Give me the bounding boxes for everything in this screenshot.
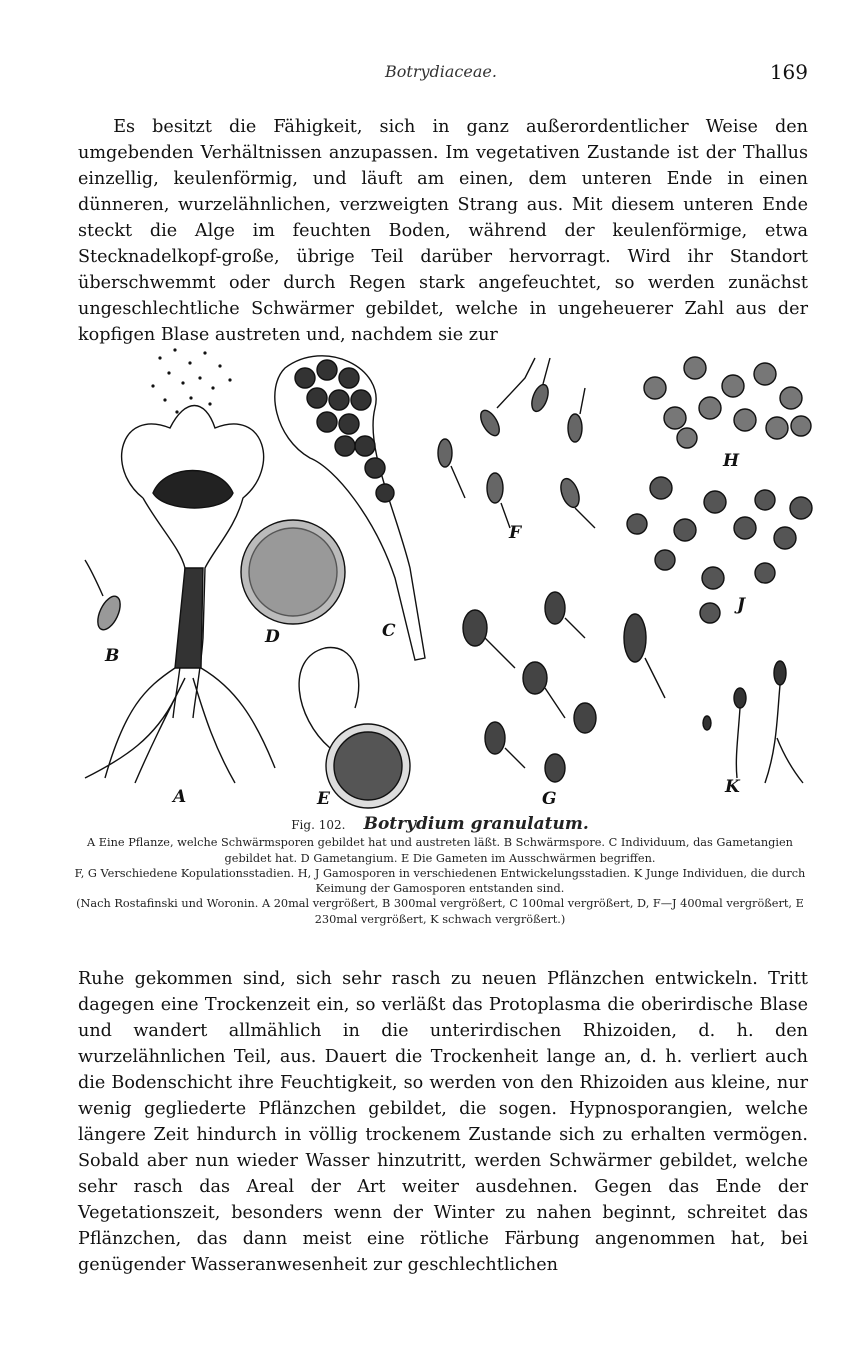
label-h: H (723, 451, 740, 471)
copulation-f-drawing (438, 358, 595, 528)
figure-caption (72, 814, 808, 927)
gametes-e-drawing (299, 648, 410, 808)
copulation-g-drawing (463, 592, 665, 782)
paragraph-text-1: Es besitzt die Fähigkeit, sich in ganz außerordentlicher Weise den umgebenden Verhältnissen anzupassen. Im vegetativen Zustande ist der Thallus einzellig, keulenförmig, und läuft am einen, dem unteren Ende in einen dünneren, wurzelähnlichen, verzweigten Strang aus. Mit diesem unteren Ende steckt die Alge im feuchten Boden, während der keulenförmige, etwa Stecknadelkopf-große, übrige Teil darüber hervorragt. Wird ihr Standort überschwemmt oder durch Regen stark angefeuchtet, so werden zunächst ungeschlechtliche Schwärmer gebildet, welche in ungeheuerer Zahl aus der kopfigen Blase austreten und, nachdem sie zur (78, 117, 808, 345)
figure-botrydium (65, 338, 815, 818)
label-b: B (105, 646, 120, 666)
label-j: J (737, 595, 746, 615)
paragraph-bottom (78, 966, 808, 1278)
figure-illustration (65, 338, 815, 818)
figure-species-title: Botrydium granulatum. (363, 814, 589, 834)
label-k: K (725, 777, 740, 797)
label-d: D (265, 627, 280, 647)
gamospores-j-drawing (627, 477, 812, 623)
running-header (0, 62, 850, 88)
young-k-drawing (703, 661, 803, 783)
running-title: Botrydiaceae. (385, 62, 497, 81)
label-g: G (542, 789, 557, 809)
caption-line-2: F, G Verschiedene Kopulationsstadien. H, J Gamosporen in verschiedenen Entwickelungsstadien. K Junge Individuen, die durch Keimung der Gamosporen entstanden sind. (74, 866, 806, 896)
figure-number: Fig. 102. (291, 818, 346, 832)
label-e: E (317, 789, 330, 809)
zoospore-b-drawing (85, 560, 125, 633)
page-number: 169 (769, 60, 808, 84)
label-c: C (382, 621, 396, 641)
caption-line-3: (Nach Rostafinski und Woronin. A 20mal vergrößert, B 300mal vergrößert, C 100mal vergrößert, D, F—J 400mal vergrößert, E 230mal vergrößert, K schwach vergrößert.) (76, 897, 804, 926)
caption-line-1: A Eine Pflanze, welche Schwärmsporen gebildet hat und austreten läßt. B Schwärmspore. C Individuum, das Gametangien gebildet hat. D Gametangium. E Die Gameten im Ausschwärmen begriffen. (87, 836, 793, 865)
paragraph-text-2: Ruhe gekommen sind, sich sehr rasch zu neuen Pflänzchen entwickeln. Tritt dagegen eine Trockenzeit ein, so verläßt das Protoplasma die oberirdische Blase und wandert allmählich in die unterirdischen Rhizoiden, d. h. den wurzelähnlichen Teil, aus. Dauert die Trockenheit lange an, d. h. verliert auch die Bodenschicht ihre Feuchtigkeit, so werden von den Rhizoiden aus kleine, nur wenig gegliederte Pflänzchen gebildet, die sogen. Hypnosporangien, welche längere Zeit hindurch in völlig trockenem Zustande sich zu erhalten vermögen. Sobald aber nun wieder Wasser hinzutritt, werden Schwärmer gebildet, welche sehr rasch das Areal der Art weiter ausdehnen. Gegen das Ende der Vegetationszeit, besonders wenn der Winter zu nahen beginnt, schreitet das Pflänzchen, das dann meist eine rötliche Färbung angenommen hat, bei genügender Wasseranwesenheit zur geschlechtlichen (78, 969, 808, 1275)
label-a: A (173, 787, 187, 807)
paragraph-top (78, 114, 808, 348)
gametangium-d-drawing (241, 520, 345, 624)
gamospores-h-drawing (644, 357, 811, 448)
label-f: F (509, 523, 522, 543)
